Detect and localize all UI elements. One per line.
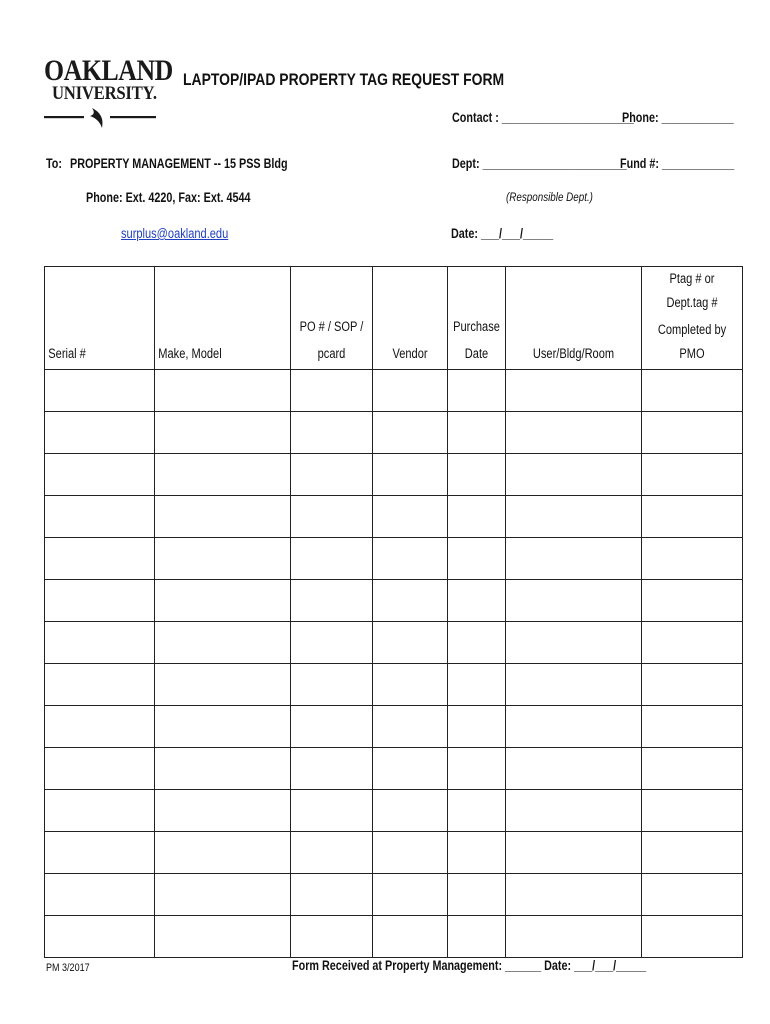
- table-cell[interactable]: [448, 748, 506, 790]
- table-cell[interactable]: [642, 412, 743, 454]
- table-cell[interactable]: [291, 790, 373, 832]
- table-cell[interactable]: [448, 622, 506, 664]
- col-vendor: [373, 267, 448, 370]
- table-cell[interactable]: [291, 412, 373, 454]
- table-cell[interactable]: [373, 454, 448, 496]
- table-row: [45, 664, 743, 706]
- table-cell[interactable]: [373, 370, 448, 412]
- table-cell[interactable]: [642, 706, 743, 748]
- table-row: [45, 580, 743, 622]
- responsible-dept-note: (Responsible Dept.): [506, 190, 593, 204]
- table-cell[interactable]: [642, 622, 743, 664]
- header-ptag-line2: Completed by PMO: [657, 322, 727, 361]
- table-cell[interactable]: [45, 370, 155, 412]
- table-row: [45, 538, 743, 580]
- table-cell[interactable]: [291, 580, 373, 622]
- table-row: [45, 370, 743, 412]
- table-cell[interactable]: [373, 916, 448, 958]
- table-cell[interactable]: [642, 454, 743, 496]
- table-cell[interactable]: [373, 580, 448, 622]
- table-cell[interactable]: [45, 916, 155, 958]
- table-body: [45, 370, 743, 958]
- table-cell[interactable]: [291, 874, 373, 916]
- table-cell[interactable]: [448, 370, 506, 412]
- table-cell[interactable]: [448, 454, 506, 496]
- table-cell[interactable]: [506, 874, 642, 916]
- table-cell[interactable]: [155, 580, 291, 622]
- header-purchase-line2: Date: [464, 346, 489, 361]
- table-cell[interactable]: [291, 748, 373, 790]
- asset-table: [44, 266, 743, 958]
- table-cell[interactable]: [506, 496, 642, 538]
- dept-field: Dept: ________________________: [452, 156, 627, 171]
- table-cell[interactable]: [291, 664, 373, 706]
- form-code: PM 3/2017: [46, 962, 90, 974]
- table-cell[interactable]: [373, 538, 448, 580]
- header-po-line1: PO # / SOP /: [299, 319, 364, 334]
- header-user-bldg-room: User/Bldg/Room: [532, 346, 615, 361]
- header-po-line2: pcard: [317, 346, 346, 361]
- col-make-model: [155, 267, 291, 370]
- table-cell[interactable]: [45, 706, 155, 748]
- table-cell[interactable]: [45, 748, 155, 790]
- table-cell[interactable]: [642, 580, 743, 622]
- phone-fax-info: Phone: Ext. 4220, Fax: Ext. 4544: [86, 190, 251, 205]
- table-cell[interactable]: [642, 916, 743, 958]
- table-cell[interactable]: [155, 664, 291, 706]
- table-cell[interactable]: [448, 538, 506, 580]
- table-cell[interactable]: [45, 664, 155, 706]
- table-cell[interactable]: [642, 664, 743, 706]
- table-cell[interactable]: [373, 874, 448, 916]
- table-cell[interactable]: [291, 370, 373, 412]
- sail-icon: [44, 106, 156, 130]
- table-cell[interactable]: [45, 832, 155, 874]
- table-cell[interactable]: [373, 832, 448, 874]
- header-vendor: Vendor: [392, 346, 428, 361]
- table-cell[interactable]: [45, 622, 155, 664]
- table-row: [45, 916, 743, 958]
- table-cell[interactable]: [506, 538, 642, 580]
- table-cell[interactable]: [155, 790, 291, 832]
- header-make-model: Make, Model: [158, 346, 222, 361]
- table-cell[interactable]: [155, 748, 291, 790]
- col-ptag: [642, 267, 743, 370]
- table-cell[interactable]: [448, 832, 506, 874]
- table-row: [45, 706, 743, 748]
- col-user-bldg-room: [506, 267, 642, 370]
- table-cell[interactable]: [45, 496, 155, 538]
- table-cell[interactable]: [155, 832, 291, 874]
- table-cell[interactable]: [448, 664, 506, 706]
- table-cell[interactable]: [373, 706, 448, 748]
- table-cell[interactable]: [506, 664, 642, 706]
- table-cell[interactable]: [45, 538, 155, 580]
- table-cell[interactable]: [45, 874, 155, 916]
- received-line: Form Received at Property Management: ______ Date: ___/___/_____: [292, 958, 647, 973]
- table-cell[interactable]: [155, 370, 291, 412]
- phone-field: Phone: ____________: [622, 110, 734, 125]
- table-cell[interactable]: [506, 790, 642, 832]
- to-label: To:: [46, 156, 62, 171]
- table-cell[interactable]: [642, 496, 743, 538]
- table-cell[interactable]: [155, 538, 291, 580]
- logo-wordmark-university: UNIVERSITY.: [52, 83, 157, 104]
- table-cell[interactable]: [155, 622, 291, 664]
- table-row: [45, 496, 743, 538]
- col-purchase-date: [448, 267, 506, 370]
- table-cell[interactable]: [506, 706, 642, 748]
- table-cell[interactable]: [448, 916, 506, 958]
- table-row: [45, 622, 743, 664]
- table-cell[interactable]: [373, 622, 448, 664]
- table-cell[interactable]: [373, 790, 448, 832]
- table-cell[interactable]: [155, 874, 291, 916]
- table-cell[interactable]: [45, 790, 155, 832]
- table-cell[interactable]: [373, 748, 448, 790]
- table-cell[interactable]: [448, 790, 506, 832]
- table-cell[interactable]: [448, 496, 506, 538]
- table-cell[interactable]: [155, 454, 291, 496]
- table-cell[interactable]: [642, 832, 743, 874]
- table-row: [45, 874, 743, 916]
- table-cell[interactable]: [45, 580, 155, 622]
- table-header-row: [45, 267, 743, 370]
- date-field: Date: ___/___/_____: [451, 226, 554, 241]
- table-cell[interactable]: [506, 748, 642, 790]
- table-cell[interactable]: [506, 832, 642, 874]
- table-cell[interactable]: [291, 916, 373, 958]
- fund-field: Fund #: ____________: [620, 156, 735, 171]
- table-cell[interactable]: [642, 874, 743, 916]
- col-serial: [45, 267, 155, 370]
- table-cell[interactable]: [373, 664, 448, 706]
- table-cell[interactable]: [291, 454, 373, 496]
- form-title: LAPTOP/IPAD PROPERTY TAG REQUEST FORM: [183, 70, 505, 89]
- table-row: [45, 454, 743, 496]
- table-cell[interactable]: [155, 412, 291, 454]
- table-cell[interactable]: [642, 370, 743, 412]
- table-cell[interactable]: [155, 916, 291, 958]
- contact-field: Contact : ______________________: [452, 110, 634, 125]
- header-serial: Serial #: [48, 346, 86, 361]
- table-row: [45, 790, 743, 832]
- table-cell[interactable]: [373, 412, 448, 454]
- table-cell[interactable]: [642, 748, 743, 790]
- table-cell[interactable]: [506, 622, 642, 664]
- table-cell[interactable]: [155, 706, 291, 748]
- table-cell[interactable]: [642, 790, 743, 832]
- table-cell[interactable]: [291, 538, 373, 580]
- table-cell[interactable]: [506, 454, 642, 496]
- table-cell[interactable]: [155, 496, 291, 538]
- table-cell[interactable]: [373, 496, 448, 538]
- table-cell[interactable]: [506, 370, 642, 412]
- table-cell[interactable]: [291, 496, 373, 538]
- email-link[interactable]: surplus@oakland.edu: [121, 226, 229, 241]
- table-cell[interactable]: [506, 580, 642, 622]
- table-cell[interactable]: [448, 706, 506, 748]
- table-cell[interactable]: [642, 538, 743, 580]
- table-cell[interactable]: [291, 622, 373, 664]
- table-cell[interactable]: [291, 832, 373, 874]
- table-cell[interactable]: [448, 412, 506, 454]
- header-purchase-line1: Purchase: [453, 319, 500, 334]
- header-ptag-line1: Ptag # or Dept.tag #: [666, 271, 718, 310]
- col-po: [291, 267, 373, 370]
- logo-wordmark-oakland: OAKLAND: [44, 54, 173, 87]
- table-row: [45, 412, 743, 454]
- table-row: [45, 748, 743, 790]
- table-cell[interactable]: [45, 412, 155, 454]
- to-recipient: PROPERTY MANAGEMENT -- 15 PSS Bldg: [70, 156, 288, 171]
- table-cell[interactable]: [506, 916, 642, 958]
- table-cell[interactable]: [45, 454, 155, 496]
- table-cell[interactable]: [506, 412, 642, 454]
- table-cell[interactable]: [291, 706, 373, 748]
- table-cell[interactable]: [448, 580, 506, 622]
- table-cell[interactable]: [448, 874, 506, 916]
- table-row: [45, 832, 743, 874]
